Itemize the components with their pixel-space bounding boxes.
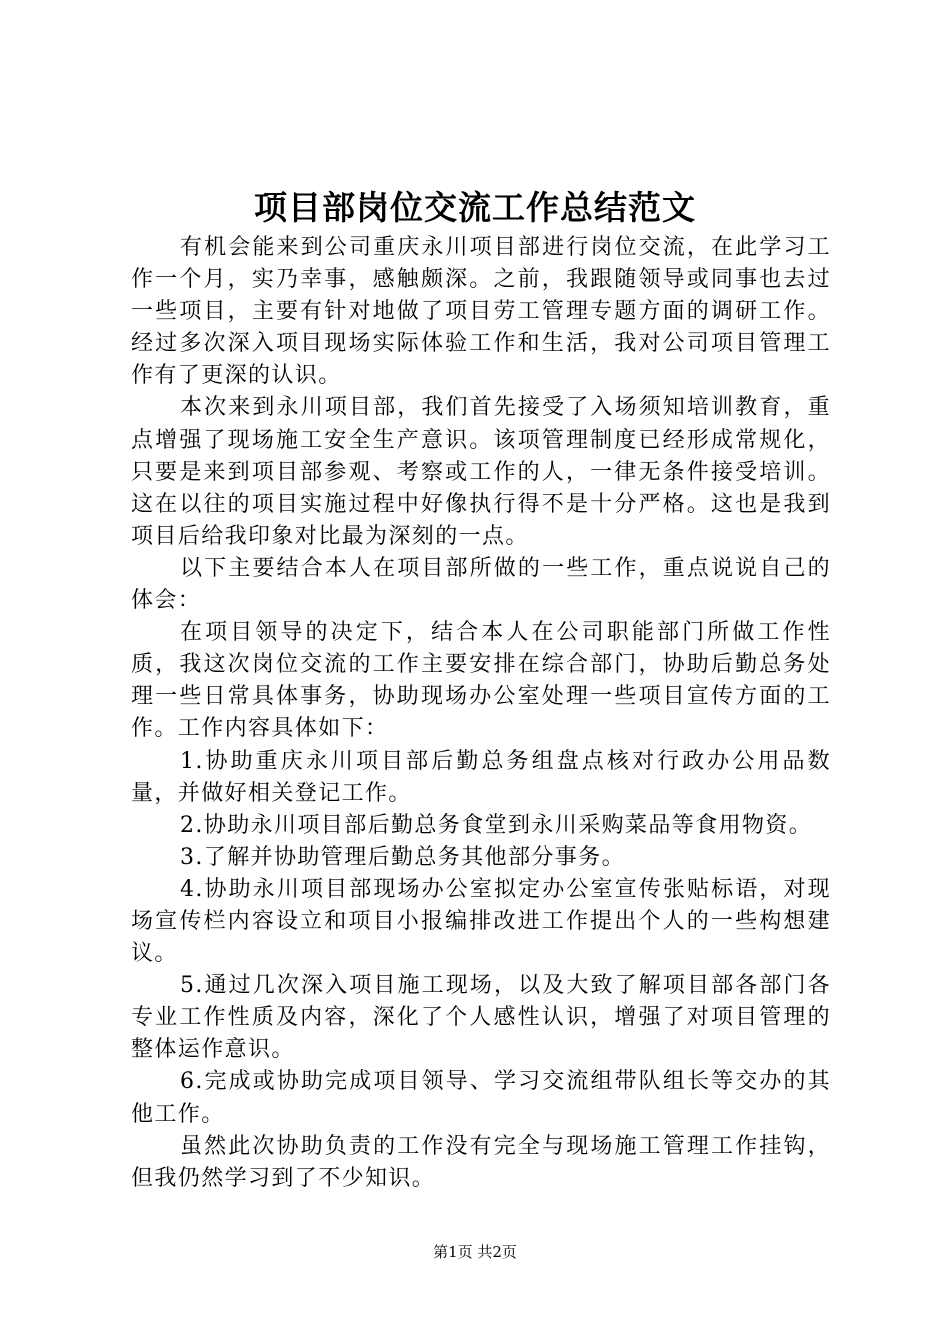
paragraph: 本次来到永川项目部，我们首先接受了入场须知培训教育，重点增强了现场施工安全生产意识。该项管理制度已经形成常规化，只要是来到项目部参观、考察或工作的人，一律无条件接受培训。这在以往的项目实施过程中好像执行得不是十分严格。这也是我到项目后给我印象对比最为深刻的一点。: [131, 395, 831, 549]
list-item: 3.了解并协助管理后勤总务其他部分事务。: [180, 844, 625, 870]
paragraph: 有机会能来到公司重庆永川项目部进行岗位交流，在此学习工作一个月，实乃幸事，感触颇深。之前，我跟随领导或同事也去过一些项目，主要有针对地做了项目劳工管理专题方面的调研工作。经过多次深入项目现场实际体验工作和生活，我对公司项目管理工作有了更深的认识。: [131, 235, 831, 389]
paragraph: 以下主要结合本人在项目部所做的一些工作，重点说说自己的体会：: [131, 555, 831, 614]
list-item: 1.协助重庆永川项目部后勤总务组盘点核对行政办公用品数量，并做好相关登记工作。: [131, 748, 831, 806]
paragraph: 虽然此次协助负责的工作没有完全与现场施工管理工作挂钩，但我仍然学习到了不少知识。: [131, 1133, 831, 1191]
document-title: 项目部岗位交流工作总结范文: [254, 188, 696, 227]
document-body: [131, 232, 831, 1195]
list-item: 6.完成或协助完成项目领导、学习交流组带队组长等交办的其他工作。: [131, 1069, 831, 1127]
page-footer: 第1页 共2页: [433, 1243, 517, 1261]
list-item: 2.协助永川项目部后勤总务食堂到永川采购菜品等食用物资。: [180, 812, 813, 838]
list-item: 4.协助永川项目部现场办公室拟定办公室宣传张贴标语，对现场宣传栏内容设立和项目小报编排改进工作提出个人的一些构想建议。: [131, 876, 831, 967]
list-item: 5.通过几次深入项目施工现场，以及大致了解项目部各部门各专业工作性质及内容，深化了个人感性认识，增强了对项目管理的整体运作意识。: [131, 973, 831, 1063]
paragraph: 在项目领导的决定下，结合本人在公司职能部门所做工作性质，我这次岗位交流的工作主要安排在综合部门，协助后勤总务处理一些日常具体事务，协助现场办公室处理一些项目宣传方面的工作。工作内容具体如下：: [131, 620, 831, 742]
